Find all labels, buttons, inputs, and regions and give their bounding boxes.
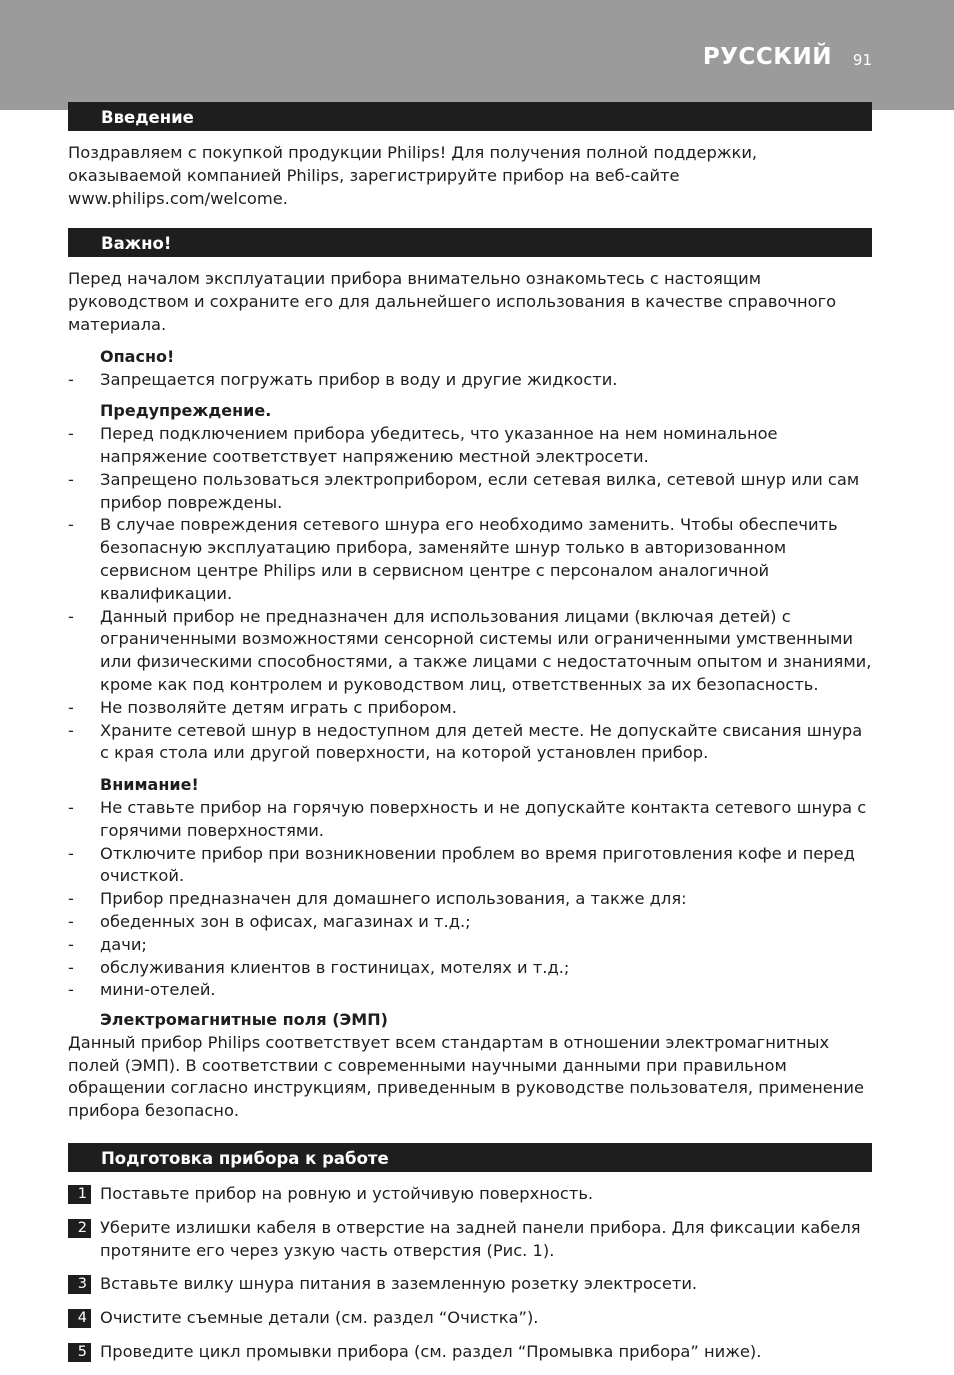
list-marker: - (68, 697, 74, 717)
step-item (68, 1307, 872, 1330)
warning-heading: Предупреждение. (100, 401, 272, 421)
list-item (68, 697, 872, 720)
list-item (68, 423, 872, 469)
step-item (68, 1217, 872, 1263)
page-number: 91 (852, 51, 872, 69)
section-heading-intro: Введение (68, 102, 872, 131)
list-item (68, 606, 872, 697)
list-item (68, 843, 872, 889)
list-item-text: обслуживания клиентов в гостиницах, мотелях и т.д.; (100, 957, 570, 977)
step-number-badge: 1 (68, 1185, 91, 1204)
caution-list (68, 797, 872, 1002)
step-text: Проведите цикл промывки прибора (см. раздел “Промывка прибора” ниже). (100, 1342, 762, 1362)
list-marker: - (68, 889, 74, 909)
intro-paragraph: Поздравляем с покупкой продукции Philips! Для получения полной поддержки, оказываемой компанией Philips, зарегистрируйте прибор на веб-сайте www.philips.com/welcome. (68, 143, 758, 208)
emf-heading: Электромагнитные поля (ЭМП) (100, 1010, 388, 1030)
list-marker: - (68, 720, 74, 740)
list-item (68, 934, 872, 957)
step-number-badge: 3 (68, 1275, 91, 1294)
step-number-badge: 4 (68, 1309, 91, 1328)
list-marker: - (68, 424, 74, 444)
list-marker: - (68, 911, 74, 931)
list-item-text: Запрещено пользоваться электроприбором, если сетевая вилка, сетевой шнур или сам прибор повреждены. (100, 469, 860, 512)
caution-heading: Внимание! (100, 775, 199, 795)
list-item (68, 514, 872, 605)
step-text: Очистите съемные детали (см. раздел “Очистка”). (100, 1308, 539, 1328)
list-item (68, 888, 872, 911)
step-item (68, 1341, 872, 1364)
list-marker: - (68, 469, 74, 489)
list-item (68, 911, 872, 934)
list-marker: - (68, 957, 74, 977)
section-heading-preparation: Подготовка прибора к работе (68, 1143, 872, 1172)
step-number-badge: 5 (68, 1343, 91, 1362)
list-marker: - (68, 515, 74, 535)
warning-list (68, 423, 872, 765)
list-marker: - (68, 606, 74, 626)
list-item-text: обеденных зон в офисах, магазинах и т.д.; (100, 911, 471, 931)
list-item-text: Перед подключением прибора убедитесь, что указанное на нем номинальное напряжение соответствует напряжению местной электросети. (100, 424, 778, 466)
list-item-text: Данный прибор не предназначен для использования лицами (включая детей) с ограниченными возможностями сенсорной системы или ограниченными умственными или физическими способностями, а также лицами с недостаточным опытом и знаниями, кроме как под контролем и руководством лиц, ответственных за их безопасность. (100, 606, 872, 694)
step-number-badge: 2 (68, 1219, 91, 1238)
list-item-text: Прибор предназначен для домашнего использования, а также для: (100, 889, 687, 909)
list-item-text: Запрещается погружать прибор в воду и другие жидкости. (100, 369, 618, 389)
step-text: Уберите излишки кабеля в отверстие на задней панели прибора. Для фиксации кабеля протяните его через узкую часть отверстия (Рис. 1). (100, 1217, 861, 1260)
list-item-text: дачи; (100, 934, 147, 954)
list-marker: - (68, 797, 74, 817)
document-body (68, 102, 872, 1375)
list-marker: - (68, 843, 74, 863)
step-text: Вставьте вилку шнура питания в заземленную розетку электросети. (100, 1274, 698, 1294)
list-item (68, 979, 872, 1002)
list-item-text: В случае повреждения сетевого шнура его необходимо заменить. Чтобы обеспечить безопасную эксплуатацию прибора, заменяйте шнур только в авторизованном сервисном центре Philips или в сервисном центре с персоналом аналогичной квалификации. (100, 515, 838, 603)
list-item (68, 469, 872, 515)
list-marker: - (68, 369, 74, 389)
step-text: Поставьте прибор на ровную и устойчивую поверхность. (100, 1184, 594, 1204)
list-marker: - (68, 980, 74, 1000)
important-paragraph: Перед началом эксплуатации прибора внимательно ознакомьтесь с настоящим руководством и сохраните его для дальнейшего использования в качестве справочного материала. (68, 269, 837, 334)
list-item (68, 369, 872, 392)
header-band (0, 0, 954, 110)
danger-heading: Опасно! (100, 346, 175, 366)
list-item-text: Отключите прибор при возникновении проблем во время приготовления кофе и перед очисткой. (100, 843, 855, 886)
emf-paragraph: Данный прибор Philips соответствует всем стандартам в отношении электромагнитных полей (ЭМП). В соответствии с современными научными данными при правильном обращении согласно инструкциям, приведенным в руководстве пользователя, применение прибора безопасно. (68, 1032, 865, 1121)
list-item-text: мини-отелей. (100, 980, 216, 1000)
list-item (68, 797, 872, 843)
language-label: РУССКИЙ (702, 44, 832, 70)
list-marker: - (68, 934, 74, 954)
danger-list (68, 369, 872, 392)
list-item-text: Не позволяйте детям играть с прибором. (100, 697, 457, 717)
step-item (68, 1183, 872, 1206)
step-item (68, 1273, 872, 1296)
list-item-text: Храните сетевой шнур в недоступном для детей месте. Не допускайте свисания шнура с края стола или другой поверхности, на которой установлен прибор. (100, 720, 863, 763)
section-heading-important: Важно! (68, 228, 872, 257)
list-item (68, 720, 872, 766)
list-item (68, 957, 872, 980)
list-item-text: Не ставьте прибор на горячую поверхность и не допускайте контакта сетевого шнура с горячими поверхностями. (100, 797, 867, 840)
preparation-steps (68, 1183, 872, 1364)
